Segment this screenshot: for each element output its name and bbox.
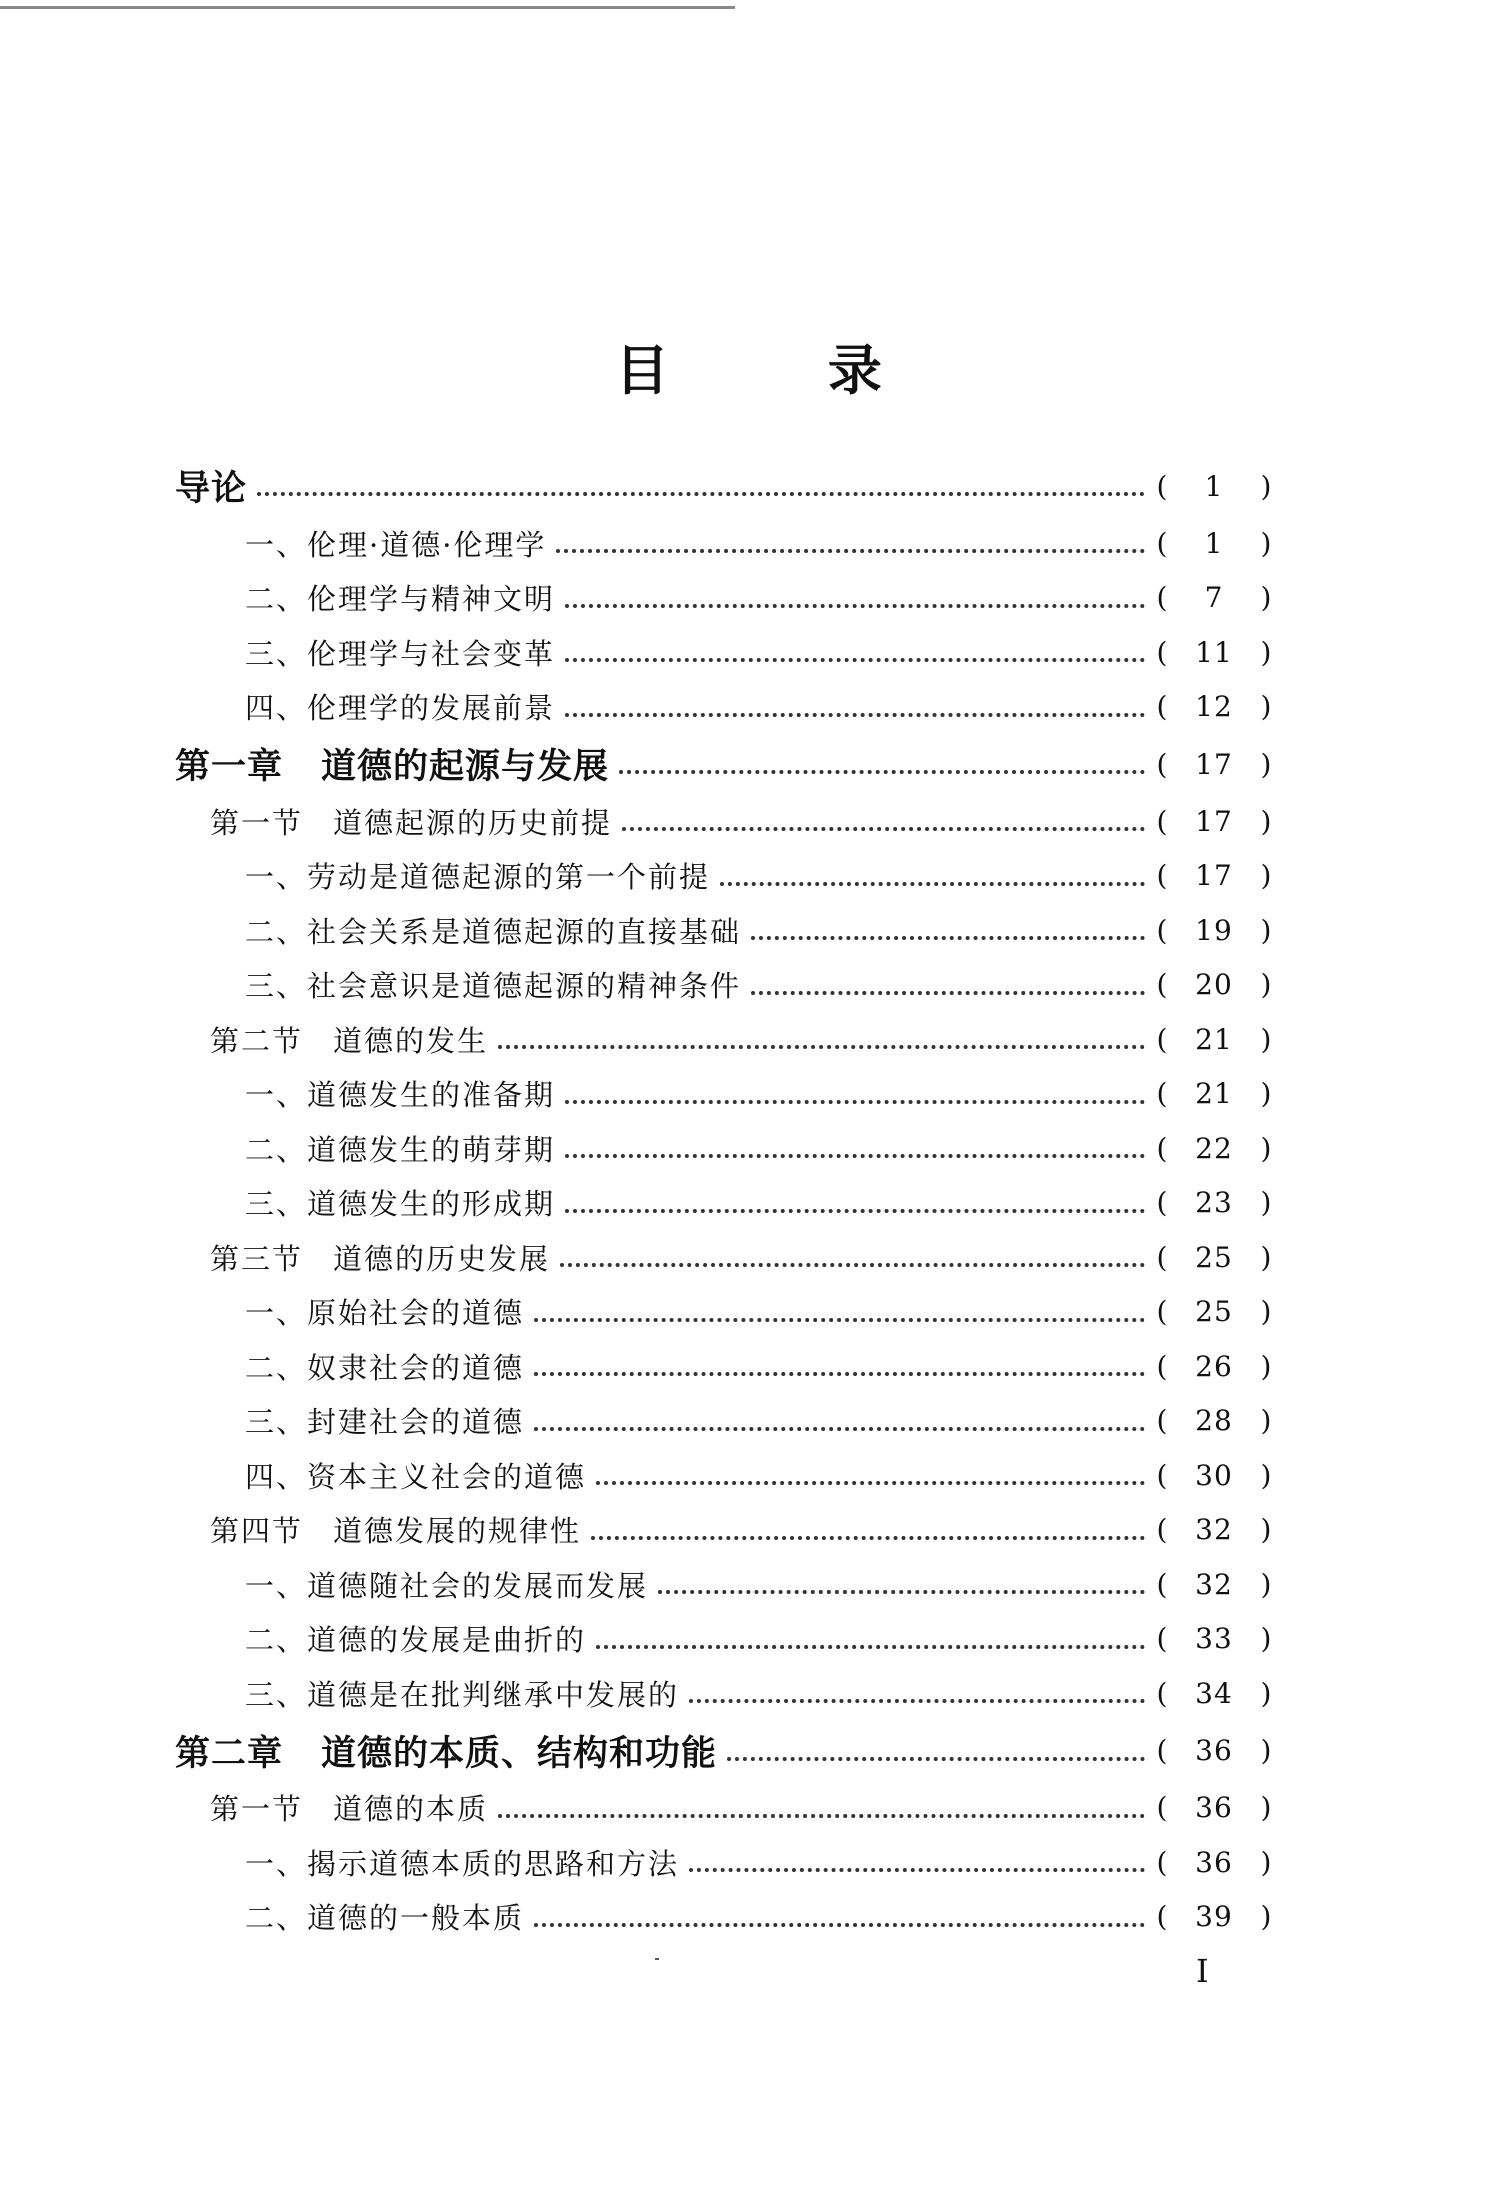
toc-entry-title: 四、伦理学的发展前景 — [245, 691, 556, 726]
open-paren: ( — [1156, 469, 1168, 503]
toc-entry-title: 一、道德随社会的发展而发展 — [245, 1568, 649, 1603]
close-paren: ) — [1260, 1734, 1272, 1767]
dot-leader — [689, 1699, 1145, 1703]
dot-leader — [498, 1045, 1145, 1049]
toc-entry-title: 道德的历史发展 — [333, 1241, 551, 1276]
page-reference — [1155, 1734, 1273, 1767]
open-paren: ( — [1156, 1458, 1168, 1492]
page-reference — [1155, 636, 1273, 669]
page-number: 21 — [1195, 1077, 1233, 1111]
toc-entry-label — [175, 910, 747, 951]
toc-entry-item[interactable] — [175, 516, 1273, 571]
page-number: 22 — [1195, 1131, 1233, 1165]
page-number: 23 — [1195, 1186, 1233, 1220]
open-paren: ( — [1156, 1622, 1168, 1656]
dot-leader — [591, 1536, 1145, 1540]
page-number: 36 — [1195, 1734, 1233, 1767]
page-number: 20 — [1195, 968, 1233, 1002]
dot-leader — [751, 991, 1145, 995]
open-paren: ( — [1156, 1240, 1168, 1274]
toc-entry-title: 道德起源的历史前提 — [333, 805, 613, 840]
open-paren: ( — [1156, 1186, 1168, 1220]
close-paren: ) — [1260, 747, 1272, 781]
toc-entry-title: 三、伦理学与社会变革 — [245, 636, 556, 671]
dot-leader — [596, 1645, 1145, 1649]
toc-entry-label — [175, 1019, 494, 1060]
toc-entry-item[interactable] — [175, 1176, 1273, 1231]
toc-entry-title: 三、道德是在批判继承中发展的 — [245, 1677, 680, 1712]
page-number: 36 — [1195, 1845, 1233, 1879]
open-paren: ( — [1156, 1131, 1168, 1165]
toc-entry-label — [175, 686, 561, 727]
dot-leader — [720, 882, 1145, 886]
toc-entry-title: 道德发展的规律性 — [333, 1514, 582, 1549]
page-number: 32 — [1195, 1567, 1233, 1601]
toc-entry-label — [175, 1346, 530, 1387]
chapter-number: 第一章 — [175, 747, 284, 787]
toc-entry-title: 导论 — [175, 469, 248, 509]
page-reference — [1155, 1791, 1273, 1824]
toc-entry-item[interactable] — [175, 903, 1273, 958]
toc-entry-label — [175, 1182, 561, 1223]
dot-leader — [565, 1100, 1145, 1104]
toc-entry-item[interactable] — [175, 1890, 1273, 1945]
close-paren: ) — [1260, 1458, 1272, 1492]
page-number: 33 — [1195, 1622, 1233, 1656]
toc-entry-item[interactable] — [175, 1339, 1273, 1394]
dot-leader — [596, 1481, 1145, 1485]
open-paren: ( — [1156, 1734, 1168, 1767]
close-paren: ) — [1260, 1349, 1272, 1383]
page-reference — [1155, 914, 1273, 947]
close-paren: ) — [1260, 526, 1272, 560]
page-reference — [1155, 1900, 1273, 1933]
open-paren: ( — [1156, 1845, 1168, 1879]
page-folio: I — [1196, 1952, 1209, 1990]
page-reference — [1155, 1295, 1273, 1328]
page-reference — [1155, 1677, 1273, 1710]
toc-entry-label — [175, 964, 747, 1005]
page-number: 21 — [1195, 1022, 1233, 1056]
dot-leader — [565, 713, 1145, 717]
toc-entry-label — [175, 1673, 685, 1714]
toc-entry-title: 二、道德发生的萌芽期 — [245, 1132, 556, 1167]
page-reference — [1155, 690, 1273, 723]
close-paren: ) — [1260, 1022, 1272, 1056]
close-paren: ) — [1260, 581, 1272, 615]
close-paren: ) — [1260, 1186, 1272, 1220]
page-number: 17 — [1195, 859, 1233, 893]
toc-entry-label — [175, 632, 561, 673]
page-number: 7 — [1204, 581, 1224, 615]
page-number: 11 — [1195, 635, 1233, 669]
chapter-number: 第二章 — [175, 1733, 284, 1774]
page-number: 1 — [1204, 526, 1224, 560]
page-reference — [1155, 1846, 1273, 1879]
toc-entry-item[interactable] — [175, 571, 1273, 626]
section-number: 第一节 — [210, 805, 304, 840]
toc-entry-item[interactable] — [175, 625, 1273, 680]
toc-entry-title: 道德的起源与发展 — [321, 747, 610, 787]
toc-entry-item[interactable] — [175, 1285, 1273, 1340]
toc-entry-label — [175, 1787, 494, 1828]
close-paren: ) — [1260, 968, 1272, 1002]
page-number: 25 — [1195, 1295, 1233, 1329]
page-reference — [1155, 805, 1273, 838]
toc-entry-section[interactable] — [175, 794, 1273, 849]
open-paren: ( — [1156, 1676, 1168, 1710]
close-paren: ) — [1260, 469, 1272, 503]
toc-entry-title: 二、伦理学与精神文明 — [245, 582, 556, 617]
toc-entry-chapter[interactable] — [175, 734, 1273, 794]
dot-leader — [498, 1814, 1145, 1818]
toc-entry-title: 二、道德的一般本质 — [245, 1901, 525, 1936]
dot-leader — [534, 1372, 1145, 1376]
toc-entry-label — [175, 1618, 592, 1659]
page-reference — [1155, 1622, 1273, 1655]
open-paren: ( — [1156, 1567, 1168, 1601]
close-paren: ) — [1260, 1676, 1272, 1710]
toc-entry-label — [175, 1842, 685, 1883]
toc-entry-title: 道德的发生 — [333, 1023, 489, 1058]
section-number: 第三节 — [210, 1241, 304, 1276]
toc-entry-title: 三、封建社会的道德 — [245, 1405, 525, 1440]
page-number: 26 — [1195, 1349, 1233, 1383]
toc-entry-title: 道德的本质、结构和功能 — [321, 1733, 718, 1774]
toc-entry-title: 一、揭示道德本质的思路和方法 — [245, 1846, 680, 1881]
page-number: 28 — [1195, 1404, 1233, 1438]
toc-entry-title: 二、奴隶社会的道德 — [245, 1350, 525, 1385]
page-reference — [1155, 581, 1273, 614]
dot-leader — [658, 1590, 1145, 1594]
toc-entry-label — [175, 739, 615, 789]
close-paren: ) — [1260, 859, 1272, 893]
toc-entry-item[interactable] — [175, 1835, 1273, 1890]
page-reference — [1155, 1404, 1273, 1437]
open-paren: ( — [1156, 690, 1168, 724]
toc-entry-intro[interactable] — [175, 456, 1273, 516]
page-reference — [1155, 1568, 1273, 1601]
page-number: 32 — [1195, 1513, 1233, 1547]
page-reference — [1155, 1513, 1273, 1546]
toc-entry-chapter[interactable] — [175, 1721, 1273, 1781]
open-paren: ( — [1156, 913, 1168, 947]
toc-entry-label — [175, 1291, 530, 1332]
close-paren: ) — [1260, 1131, 1272, 1165]
toc-entry-label — [175, 1400, 530, 1441]
page-reference — [1155, 1459, 1273, 1492]
open-paren: ( — [1156, 859, 1168, 893]
close-paren: ) — [1260, 1567, 1272, 1601]
page-reference — [1155, 1023, 1273, 1056]
toc-entry-item[interactable] — [175, 1666, 1273, 1721]
toc-entry-label — [175, 1237, 556, 1278]
dot-leader — [565, 658, 1145, 662]
toc-entry-label — [175, 577, 561, 618]
close-paren: ) — [1260, 1900, 1272, 1934]
close-paren: ) — [1260, 804, 1272, 838]
page-reference — [1155, 1350, 1273, 1383]
dot-leader — [534, 1318, 1145, 1322]
open-paren: ( — [1156, 635, 1168, 669]
toc-entry-title: 一、伦理·道德·伦理学 — [245, 527, 547, 562]
close-paren: ) — [1260, 1622, 1272, 1656]
open-paren: ( — [1156, 1791, 1168, 1825]
toc-entry-title: 四、资本主义社会的道德 — [245, 1459, 587, 1494]
toc-entry-title: 二、道德的发展是曲折的 — [245, 1623, 587, 1658]
dot-leader — [622, 827, 1145, 831]
page-number: 34 — [1195, 1676, 1233, 1710]
open-paren: ( — [1156, 1022, 1168, 1056]
toc-entry-section[interactable] — [175, 1230, 1273, 1285]
dot-leader — [257, 492, 1145, 496]
toc-entry-title: 一、道德发生的准备期 — [245, 1078, 556, 1113]
page-reference — [1155, 1077, 1273, 1110]
open-paren: ( — [1156, 526, 1168, 560]
toc-entry-item[interactable] — [175, 958, 1273, 1013]
open-paren: ( — [1156, 1513, 1168, 1547]
page-reference — [1155, 527, 1273, 560]
toc-entry-title: 一、劳动是道德起源的第一个前提 — [245, 860, 711, 895]
dot-leader — [565, 604, 1145, 608]
toc-entry-label — [175, 461, 253, 511]
toc-entry-label — [175, 1896, 530, 1937]
toc-entry-label — [175, 855, 716, 896]
open-paren: ( — [1156, 581, 1168, 615]
scan-speck — [655, 1958, 659, 1960]
toc-entry-item[interactable] — [175, 849, 1273, 904]
page-number: 1 — [1204, 469, 1224, 503]
toc-entry-item[interactable] — [175, 1448, 1273, 1503]
dot-leader — [619, 770, 1145, 774]
section-number: 第一节 — [210, 1792, 304, 1827]
page-reference — [1155, 968, 1273, 1001]
open-paren: ( — [1156, 1404, 1168, 1438]
close-paren: ) — [1260, 1513, 1272, 1547]
open-paren: ( — [1156, 1077, 1168, 1111]
dot-leader — [556, 549, 1145, 553]
page-reference — [1155, 1186, 1273, 1219]
page-reference — [1155, 1241, 1273, 1274]
toc-entry-item[interactable] — [175, 1067, 1273, 1122]
top-edge-rule — [0, 6, 735, 9]
close-paren: ) — [1260, 1404, 1272, 1438]
toc-entry-item[interactable] — [175, 1557, 1273, 1612]
toc-entry-title: 三、社会意识是道德起源的精神条件 — [245, 969, 742, 1004]
close-paren: ) — [1260, 913, 1272, 947]
toc-entry-label — [175, 1726, 723, 1776]
toc-entry-section[interactable] — [175, 1503, 1273, 1558]
toc-entry-title: 二、社会关系是道德起源的直接基础 — [245, 914, 742, 949]
toc-entry-section[interactable] — [175, 1012, 1273, 1067]
close-paren: ) — [1260, 1845, 1272, 1879]
dot-leader — [689, 1868, 1145, 1872]
page-reference — [1155, 748, 1273, 781]
page-number: 30 — [1195, 1458, 1233, 1492]
section-number: 第四节 — [210, 1514, 304, 1549]
page-reference — [1155, 859, 1273, 892]
toc-entry-label — [175, 1509, 587, 1550]
open-paren: ( — [1156, 1295, 1168, 1329]
toc-entry-title: 三、道德发生的形成期 — [245, 1187, 556, 1222]
close-paren: ) — [1260, 1240, 1272, 1274]
close-paren: ) — [1260, 1077, 1272, 1111]
page-number: 39 — [1195, 1900, 1233, 1934]
open-paren: ( — [1156, 747, 1168, 781]
page-number: 17 — [1195, 747, 1233, 781]
toc-entry-label — [175, 1073, 561, 1114]
toc-entry-label — [175, 1564, 654, 1605]
toc-entry-item[interactable] — [175, 1612, 1273, 1667]
close-paren: ) — [1260, 635, 1272, 669]
open-paren: ( — [1156, 1900, 1168, 1934]
dot-leader — [727, 1757, 1145, 1761]
table-of-contents — [175, 456, 1273, 1944]
dot-leader — [565, 1154, 1145, 1158]
page-number: 17 — [1195, 804, 1233, 838]
page-title: 目 录 — [615, 339, 952, 403]
toc-entry-item[interactable] — [175, 1121, 1273, 1176]
page-reference — [1155, 1132, 1273, 1165]
page-number: 25 — [1195, 1240, 1233, 1274]
open-paren: ( — [1156, 804, 1168, 838]
toc-entry-label — [175, 801, 618, 842]
dot-leader — [751, 936, 1145, 940]
toc-entry-label — [175, 523, 552, 564]
section-number: 第二节 — [210, 1023, 304, 1058]
page-number: 12 — [1195, 690, 1233, 724]
toc-entry-section[interactable] — [175, 1781, 1273, 1836]
toc-entry-title: 道德的本质 — [333, 1792, 489, 1827]
toc-entry-label — [175, 1128, 561, 1169]
dot-leader — [565, 1209, 1145, 1213]
dot-leader — [534, 1923, 1145, 1927]
page-reference — [1155, 470, 1273, 503]
dot-leader — [560, 1263, 1145, 1267]
open-paren: ( — [1156, 1349, 1168, 1383]
open-paren: ( — [1156, 968, 1168, 1002]
toc-entry-title: 一、原始社会的道德 — [245, 1296, 525, 1331]
close-paren: ) — [1260, 690, 1272, 724]
close-paren: ) — [1260, 1295, 1272, 1329]
page-number: 36 — [1195, 1791, 1233, 1825]
dot-leader — [534, 1427, 1145, 1431]
toc-entry-item[interactable] — [175, 1394, 1273, 1449]
page-number: 19 — [1195, 913, 1233, 947]
close-paren: ) — [1260, 1791, 1272, 1825]
toc-entry-label — [175, 1455, 592, 1496]
toc-entry-item[interactable] — [175, 680, 1273, 735]
